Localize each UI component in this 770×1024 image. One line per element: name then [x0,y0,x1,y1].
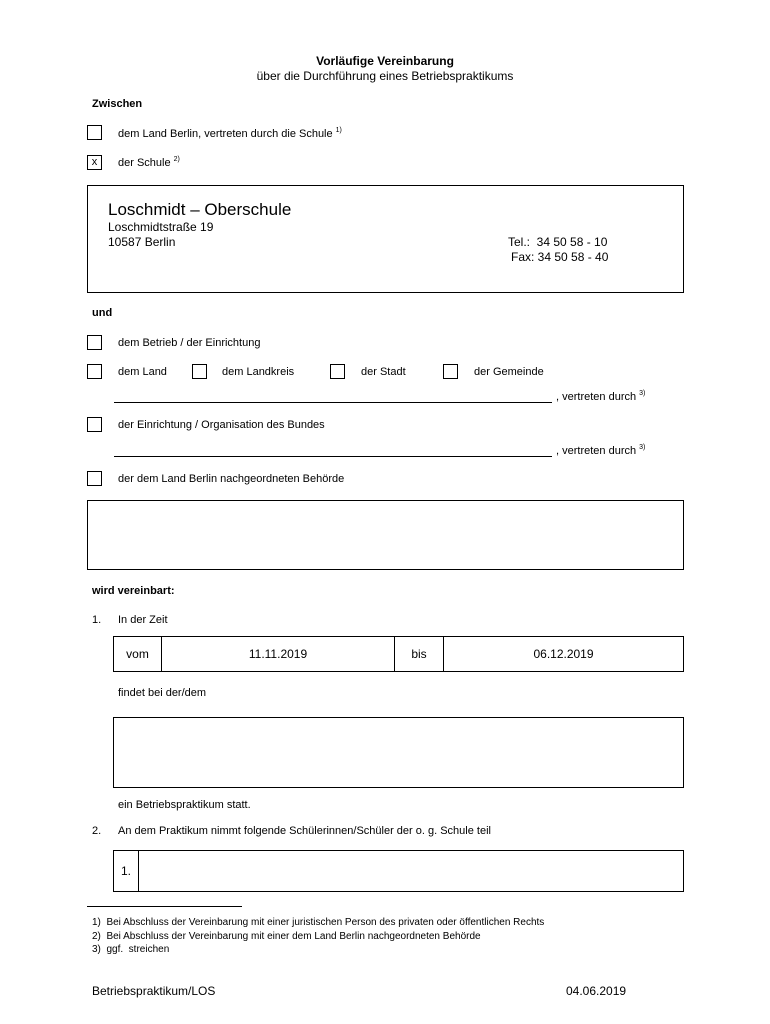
represented-by-line-2[interactable] [114,456,552,457]
document-subtitle: über die Durchführung eines Betriebspraktikums [256,69,514,83]
checkbox-school[interactable]: x [87,155,102,170]
option-gemeinde-label: der Gemeinde [474,366,544,378]
school-tel: Tel.: 34 50 58 - 10 [508,235,608,249]
footnote-ref-1: 1) [335,127,342,134]
represented-by-line-1[interactable] [114,402,552,403]
option-behoerde-label: der dem Land Berlin nachgeordneten Behörde [118,473,345,485]
section-between-label: Zwischen [92,98,143,110]
period-table [113,636,684,672]
item2-number: 2. [92,825,102,837]
checkbox-land-berlin[interactable] [87,125,102,140]
section-and-label: und [92,307,113,319]
internship-statement: ein Betriebspraktikum statt. [118,799,251,811]
checkbox-bund[interactable] [87,417,102,432]
option-landkreis-label: dem Landkreis [222,366,295,378]
to-date[interactable]: 06.12.2019 [533,647,594,661]
checkbox-betrieb[interactable] [87,335,102,350]
footer-date: 04.06.2019 [566,984,627,998]
footnote-ref-3a: 3) [639,390,646,397]
student-name-field[interactable] [139,851,683,891]
from-label: vom [126,647,149,661]
represented-by-label-1: , vertreten durch $^{3)}$ [556,390,646,403]
option-school-label: der Schule $^{2)}$ [118,156,180,169]
option-land-label: dem Land [118,366,167,378]
student-table [113,850,684,892]
checkbox-behoerde[interactable] [87,471,102,486]
option-bund-label: der Einrichtung / Organisation des Bundes [118,419,325,431]
school-city: 10587 Berlin [108,235,176,249]
at-company-label: findet bei der/dem [118,687,207,699]
checkbox-stadt[interactable] [330,364,345,379]
from-date[interactable]: 11.11.2019 [248,647,308,661]
footnote-ref-2: 2) [173,156,180,163]
section-agreed-label: wird vereinbart: [92,585,175,597]
school-fax: Fax: 34 50 58 - 40 [511,250,609,264]
checkbox-gemeinde[interactable] [443,364,458,379]
footnote-ref-3b: 3) [639,444,646,451]
item1-label: In der Zeit [118,614,168,626]
to-label: bis [411,647,427,661]
footnote-2: 2) Bei Abschluss der Vereinbarung mit einer dem Land Berlin nachgeordneten Behörde [92,931,481,942]
school-name: Loschmidt – Oberschule [108,200,292,219]
item1-number: 1. [92,614,102,626]
authority-input-box[interactable] [87,500,684,570]
option-stadt-label: der Stadt [361,366,406,378]
footer-form-id: Betriebspraktikum/LOS [92,984,216,998]
footnote-1: 1) Bei Abschluss der Vereinbarung mit einer juristischen Person des privaten oder öffentlichen Rechts [92,917,545,928]
checkbox-land[interactable] [87,364,102,379]
footnote-separator [87,906,242,907]
student-row-number: 1. [120,864,131,878]
item2-label: An dem Praktikum nimmt folgende Schülerinnen/Schüler der o. g. Schule teil [118,825,491,837]
option-land-berlin-label: dem Land Berlin, vertreten durch die Schule $^{1)}$ [118,127,342,140]
school-street: Loschmidtstraße 19 [108,220,214,234]
option-betrieb-label: dem Betrieb / der Einrichtung [118,337,261,349]
checkbox-landkreis[interactable] [192,364,207,379]
school-address-box [87,185,684,293]
company-input-box[interactable] [113,717,684,788]
document-title: Vorläufige Vereinbarung [316,54,454,68]
footnote-3: 3) ggf. streichen [92,944,170,955]
represented-by-label-2: , vertreten durch $^{3)}$ [556,444,646,457]
